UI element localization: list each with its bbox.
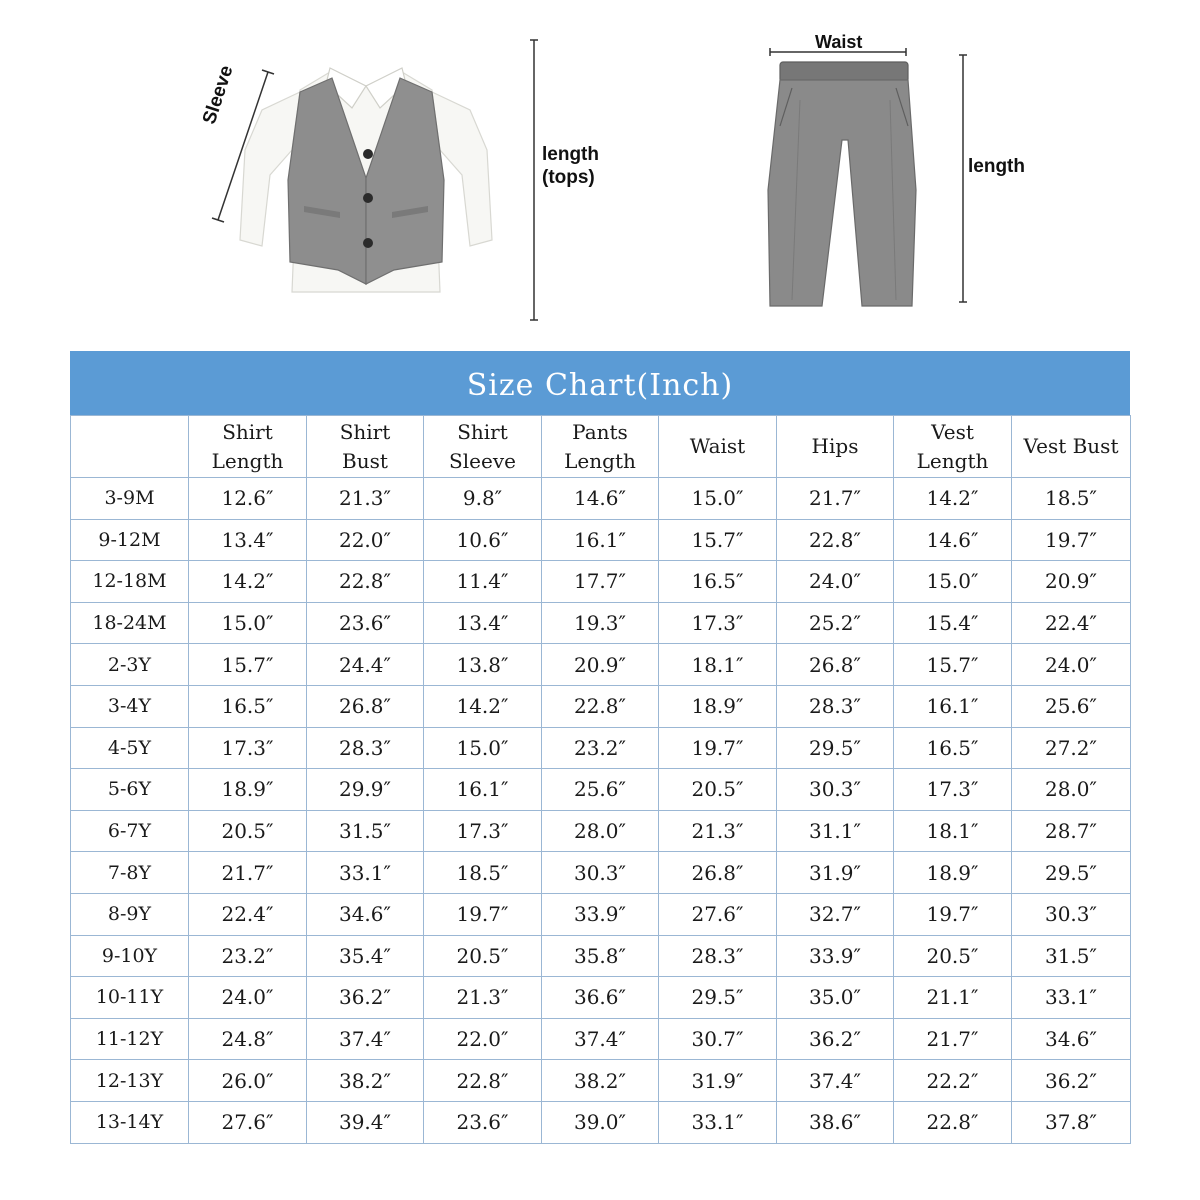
measurement-cell: 34.6″ (307, 893, 424, 935)
size-cell: 2-3Y (71, 644, 189, 686)
measurement-cell: 30.3″ (542, 852, 659, 894)
measurement-cell: 37.4″ (542, 1018, 659, 1060)
table-row (71, 810, 1131, 852)
measurement-cell: 20.5″ (189, 810, 307, 852)
measurement-cell: 22.4″ (1012, 602, 1131, 644)
measurement-cell: 27.2″ (1012, 727, 1131, 769)
measurement-cell: 15.0″ (424, 727, 542, 769)
measurement-cell: 29.9″ (307, 769, 424, 811)
measurement-cell: 16.5″ (659, 561, 777, 603)
measurement-cell: 22.0″ (307, 519, 424, 561)
measurement-cell: 34.6″ (1012, 1018, 1131, 1060)
measurement-cell: 18.5″ (1012, 478, 1131, 520)
measurement-cell: 9.8″ (424, 478, 542, 520)
size-cell: 11-12Y (71, 1018, 189, 1060)
column-header: Shirt Length (189, 416, 307, 478)
measurement-cell: 18.9″ (659, 685, 777, 727)
measurement-cell: 38.2″ (307, 1060, 424, 1102)
measurement-cell: 28.3″ (307, 727, 424, 769)
measurement-cell: 22.8″ (307, 561, 424, 603)
measurement-cell: 20.5″ (659, 769, 777, 811)
measurement-cell: 27.6″ (189, 1101, 307, 1143)
measurement-cell: 17.3″ (659, 602, 777, 644)
table-body (71, 478, 1131, 1144)
size-chart (70, 351, 1130, 1157)
table-row (71, 1018, 1131, 1060)
measurement-cell: 35.0″ (777, 977, 894, 1019)
measurement-cell: 38.2″ (542, 1060, 659, 1102)
measurement-cell: 37.4″ (777, 1060, 894, 1102)
table-row (71, 561, 1131, 603)
measurement-cell: 25.6″ (542, 769, 659, 811)
column-header (71, 416, 189, 478)
measurement-cell: 22.4″ (189, 893, 307, 935)
measurement-cell: 37.8″ (1012, 1101, 1131, 1143)
measurement-cell: 27.6″ (659, 893, 777, 935)
measurement-cell: 22.8″ (894, 1101, 1012, 1143)
measurement-cell: 15.4″ (894, 602, 1012, 644)
measurement-cell: 18.1″ (659, 644, 777, 686)
measurement-cell: 28.7″ (1012, 810, 1131, 852)
measurement-cell: 14.6″ (542, 478, 659, 520)
measurement-cell: 26.8″ (777, 644, 894, 686)
measurement-cell: 24.8″ (189, 1018, 307, 1060)
measurement-cell: 23.6″ (307, 602, 424, 644)
measurement-cell: 39.4″ (307, 1101, 424, 1143)
measurement-cell: 28.0″ (542, 810, 659, 852)
measurement-cell: 20.9″ (1012, 561, 1131, 603)
measurement-cell: 31.5″ (307, 810, 424, 852)
measurement-cell: 24.0″ (777, 561, 894, 603)
measurement-cell: 21.7″ (894, 1018, 1012, 1060)
size-cell: 6-7Y (71, 810, 189, 852)
measurement-cell: 22.8″ (777, 519, 894, 561)
table-row (71, 1060, 1131, 1102)
measurement-cell: 13.8″ (424, 644, 542, 686)
measurement-cell: 22.2″ (894, 1060, 1012, 1102)
measurement-cell: 19.7″ (424, 893, 542, 935)
column-header: Waist (659, 416, 777, 478)
size-cell: 8-9Y (71, 893, 189, 935)
pants-image (768, 62, 916, 306)
measurement-cell: 19.7″ (659, 727, 777, 769)
size-cell: 10-11Y (71, 977, 189, 1019)
table-row (71, 602, 1131, 644)
measurement-cell: 31.1″ (777, 810, 894, 852)
measurement-cell: 13.4″ (424, 602, 542, 644)
measurement-cell: 14.2″ (894, 478, 1012, 520)
measurement-cell: 33.1″ (659, 1101, 777, 1143)
measurement-cell: 19.3″ (542, 602, 659, 644)
table-row (71, 1101, 1131, 1143)
column-header: Shirt Bust (307, 416, 424, 478)
measurement-cell: 29.5″ (659, 977, 777, 1019)
measurement-cell: 14.6″ (894, 519, 1012, 561)
measurement-cell: 35.8″ (542, 935, 659, 977)
measurement-cell: 25.6″ (1012, 685, 1131, 727)
measurement-cell: 21.7″ (189, 852, 307, 894)
measurement-cell: 33.9″ (777, 935, 894, 977)
measurement-cell: 28.0″ (1012, 769, 1131, 811)
measurement-cell: 29.5″ (1012, 852, 1131, 894)
size-cell: 3-4Y (71, 685, 189, 727)
measurement-cell: 36.2″ (1012, 1060, 1131, 1102)
table-row (71, 478, 1131, 520)
measurement-cell: 14.2″ (424, 685, 542, 727)
measurement-cell: 10.6″ (424, 519, 542, 561)
measurement-cell: 21.7″ (777, 478, 894, 520)
measurement-cell: 26.0″ (189, 1060, 307, 1102)
size-cell: 9-10Y (71, 935, 189, 977)
measurement-cell: 37.4″ (307, 1018, 424, 1060)
header-row (71, 416, 1131, 478)
size-cell: 12-13Y (71, 1060, 189, 1102)
measurement-cell: 16.5″ (894, 727, 1012, 769)
measurement-cell: 39.0″ (542, 1101, 659, 1143)
column-header: Hips (777, 416, 894, 478)
measurement-cell: 32.7″ (777, 893, 894, 935)
measurement-cell: 15.0″ (189, 602, 307, 644)
measurement-cell: 36.2″ (307, 977, 424, 1019)
column-header: Pants Length (542, 416, 659, 478)
measurement-cell: 17.3″ (189, 727, 307, 769)
column-header: Vest Length (894, 416, 1012, 478)
waist-label: Waist (815, 32, 863, 52)
measurement-cell: 31.9″ (659, 1060, 777, 1102)
measurement-cell: 15.7″ (894, 644, 1012, 686)
table-row (71, 935, 1131, 977)
measurement-cell: 13.4″ (189, 519, 307, 561)
measurement-cell: 18.9″ (894, 852, 1012, 894)
table-row (71, 893, 1131, 935)
measurement-cell: 31.9″ (777, 852, 894, 894)
measurement-cell: 38.6″ (777, 1101, 894, 1143)
table-row (71, 685, 1131, 727)
size-chart-table (70, 415, 1131, 1144)
measurement-cell: 15.0″ (659, 478, 777, 520)
measurement-cell: 22.8″ (424, 1060, 542, 1102)
measurement-cell: 21.3″ (307, 478, 424, 520)
column-header: Vest Bust (1012, 416, 1131, 478)
measurement-cell: 14.2″ (189, 561, 307, 603)
measurement-cell: 31.5″ (1012, 935, 1131, 977)
size-cell: 18-24M (71, 602, 189, 644)
measurement-cell: 20.5″ (424, 935, 542, 977)
measurement-cell: 24.0″ (189, 977, 307, 1019)
measurement-cell: 15.7″ (189, 644, 307, 686)
measurement-cell: 16.5″ (189, 685, 307, 727)
measurement-cell: 26.8″ (659, 852, 777, 894)
measurement-cell: 21.3″ (424, 977, 542, 1019)
measurement-cell: 30.3″ (777, 769, 894, 811)
size-cell: 4-5Y (71, 727, 189, 769)
measurement-cell: 23.6″ (424, 1101, 542, 1143)
measurement-cell: 20.9″ (542, 644, 659, 686)
size-cell: 7-8Y (71, 852, 189, 894)
size-chart-title: Size Chart(Inch) (70, 351, 1130, 415)
measurement-cell: 16.1″ (542, 519, 659, 561)
table-row (71, 977, 1131, 1019)
measurement-cell: 30.3″ (1012, 893, 1131, 935)
tops-length-label: length (tops) (542, 144, 599, 188)
product-illustration (0, 0, 1200, 345)
measurement-cell: 16.1″ (894, 685, 1012, 727)
size-cell: 3-9M (71, 478, 189, 520)
measurement-cell: 36.6″ (542, 977, 659, 1019)
measurement-cell: 25.2″ (777, 602, 894, 644)
measurement-cell: 18.1″ (894, 810, 1012, 852)
measurement-cell: 15.7″ (659, 519, 777, 561)
measurement-cell: 17.7″ (542, 561, 659, 603)
size-cell: 9-12M (71, 519, 189, 561)
measurement-cell: 23.2″ (542, 727, 659, 769)
sleeve-label: Sleeve (198, 63, 238, 127)
measurement-cell: 33.1″ (307, 852, 424, 894)
measurement-cell: 12.6″ (189, 478, 307, 520)
size-cell: 5-6Y (71, 769, 189, 811)
size-cell: 13-14Y (71, 1101, 189, 1143)
table-row (71, 769, 1131, 811)
table-row (71, 727, 1131, 769)
measurement-cell: 21.1″ (894, 977, 1012, 1019)
measurement-cell: 17.3″ (424, 810, 542, 852)
measurement-cell: 19.7″ (894, 893, 1012, 935)
measurement-cell: 28.3″ (659, 935, 777, 977)
measurement-cell: 36.2″ (777, 1018, 894, 1060)
measurement-cell: 18.5″ (424, 852, 542, 894)
measurement-cell: 29.5″ (777, 727, 894, 769)
shirt-vest-image (240, 68, 492, 292)
measurement-cell: 33.9″ (542, 893, 659, 935)
measurement-cell: 24.4″ (307, 644, 424, 686)
measurement-cell: 19.7″ (1012, 519, 1131, 561)
measurement-cell: 22.0″ (424, 1018, 542, 1060)
size-cell: 12-18M (71, 561, 189, 603)
measurement-cell: 11.4″ (424, 561, 542, 603)
table-row (71, 852, 1131, 894)
measurement-cell: 23.2″ (189, 935, 307, 977)
measurement-cell: 17.3″ (894, 769, 1012, 811)
measurement-cell: 20.5″ (894, 935, 1012, 977)
measurement-cell: 18.9″ (189, 769, 307, 811)
measurement-cell: 22.8″ (542, 685, 659, 727)
pants-length-label: length (968, 156, 1025, 177)
measurement-cell: 28.3″ (777, 685, 894, 727)
measurement-cell: 16.1″ (424, 769, 542, 811)
column-header: Shirt Sleeve (424, 416, 542, 478)
measurement-cell: 35.4″ (307, 935, 424, 977)
measurement-cell: 26.8″ (307, 685, 424, 727)
table-row (71, 519, 1131, 561)
measurement-cell: 30.7″ (659, 1018, 777, 1060)
measurement-cell: 24.0″ (1012, 644, 1131, 686)
measurement-cell: 15.0″ (894, 561, 1012, 603)
table-row (71, 644, 1131, 686)
measurement-cell: 33.1″ (1012, 977, 1131, 1019)
measurement-cell: 21.3″ (659, 810, 777, 852)
